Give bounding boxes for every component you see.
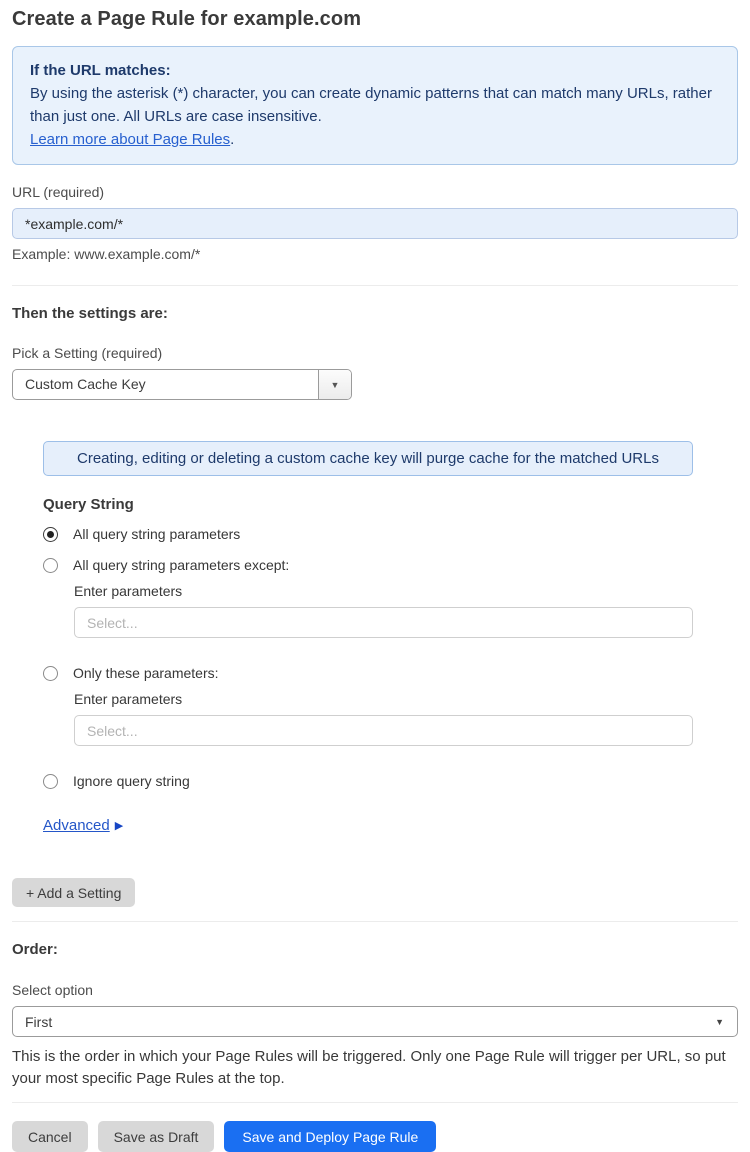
chevron-down-icon: ▼ (715, 1016, 724, 1027)
radio-only-these-params[interactable] (43, 665, 738, 681)
settings-heading: Then the settings are: (12, 305, 168, 322)
info-box-body: By using the asterisk (*) character, you can create dynamic patterns that can match many URLs, rather than just one. All URLs are case insensitive. (30, 85, 712, 125)
url-label: URL (required) (12, 184, 105, 200)
divider (12, 285, 738, 286)
info-box-link-line (30, 128, 720, 151)
footer-actions (12, 1121, 738, 1152)
radio-label: All query string parameters (73, 526, 241, 542)
radio-label: Only these parameters: (73, 665, 219, 681)
cache-purge-notice: Creating, editing or deleting a custom cache key will purge cache for the matched URLs (43, 441, 693, 476)
radio-all-query-params[interactable] (43, 526, 738, 542)
divider (12, 1102, 738, 1103)
radio-button-icon[interactable] (43, 774, 58, 789)
query-string-heading: Query String (43, 496, 134, 513)
only-parameters-input[interactable] (74, 715, 693, 746)
query-string-radio-group (43, 526, 738, 789)
save-deploy-button[interactable]: Save and Deploy Page Rule (224, 1121, 436, 1152)
add-setting-button[interactable]: + Add a Setting (12, 878, 135, 907)
order-heading: Order: (12, 941, 58, 958)
setting-select-value: Custom Cache Key (25, 376, 146, 392)
radio-label: All query string parameters except: (73, 557, 290, 573)
url-input[interactable] (12, 208, 738, 239)
radio-label: Ignore query string (73, 773, 190, 789)
info-box-heading: If the URL matches: (30, 62, 171, 79)
except-parameters-input[interactable] (74, 607, 693, 638)
enter-parameters-label: Enter parameters (74, 583, 183, 599)
setting-select[interactable] (12, 369, 352, 400)
order-select[interactable] (12, 1006, 738, 1037)
radio-ignore-query-string[interactable] (43, 773, 738, 789)
chevron-down-icon[interactable]: ▼ (318, 370, 351, 399)
divider (12, 921, 738, 922)
cancel-button[interactable]: Cancel (12, 1121, 88, 1152)
page-title: Create a Page Rule for example.com (12, 8, 362, 30)
radio-button-icon[interactable] (43, 558, 58, 573)
order-help-text: This is the order in which your Page Rules will be triggered. Only one Page Rule will trigger per URL, so put your most specific Page Rules at the top. (12, 1048, 726, 1087)
enter-parameters-label: Enter parameters (74, 691, 183, 707)
pick-setting-label: Pick a Setting (required) (12, 345, 163, 361)
radio-all-params-except[interactable] (43, 557, 738, 573)
link-suffix: . (230, 131, 235, 148)
save-draft-button[interactable]: Save as Draft (98, 1121, 215, 1152)
caret-right-icon: ▶ (114, 820, 124, 832)
url-example-hint: Example: www.example.com/* (12, 246, 201, 262)
advanced-link[interactable] (43, 817, 123, 834)
order-select-value: First (25, 1013, 53, 1030)
learn-more-link[interactable]: Learn more about Page Rules (30, 131, 231, 148)
except-params-sub (74, 583, 738, 638)
radio-button-icon[interactable] (43, 527, 58, 542)
only-params-sub (74, 691, 738, 746)
url-match-info-box (12, 46, 738, 165)
radio-button-icon[interactable] (43, 666, 58, 681)
advanced-link-label: Advanced (43, 817, 110, 834)
order-select-label: Select option (12, 982, 93, 998)
